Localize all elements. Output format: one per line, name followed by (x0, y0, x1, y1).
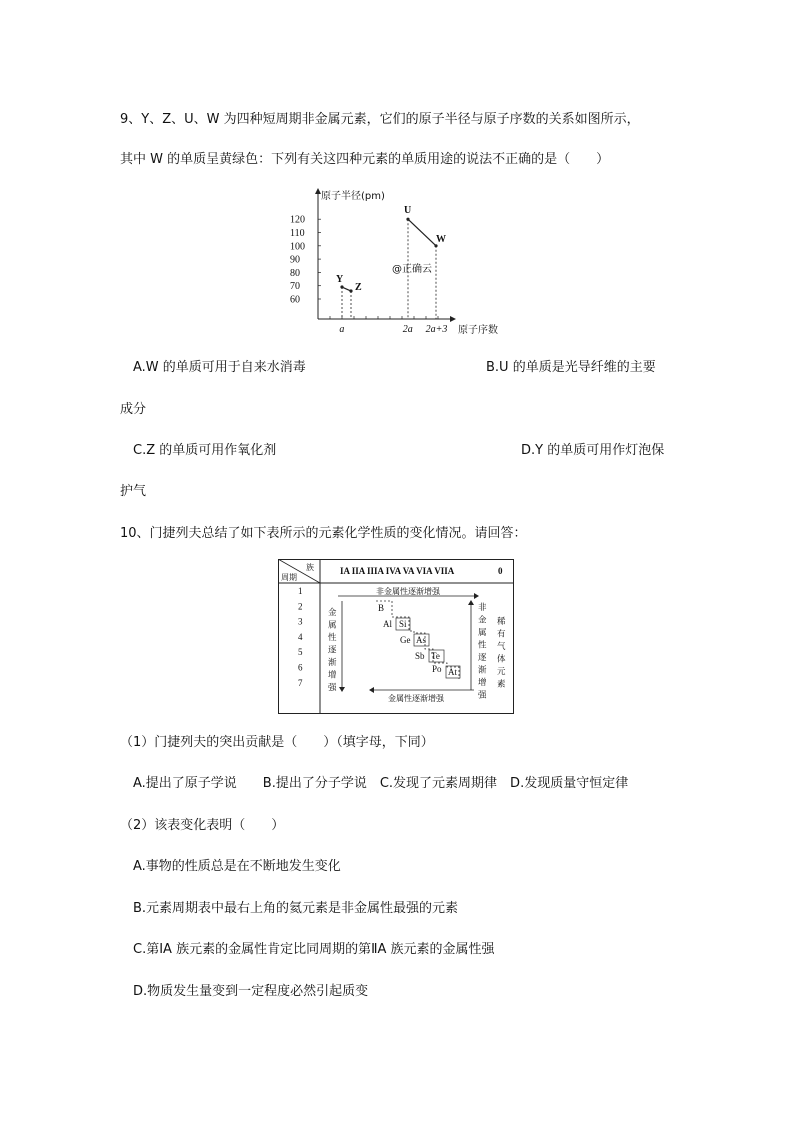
svg-text:稀: 稀 (497, 617, 506, 627)
bottom-arrow-label: 金属性逐渐增强 (388, 694, 444, 703)
svg-text:强: 强 (478, 690, 487, 701)
q9-stem-line1: 9、Y、Z、U、W 为四种短周期非金属元素，它们的原子半径与原子序数的关系如图所示， (120, 112, 640, 127)
svg-text:金: 金 (328, 608, 337, 618)
point-label: Z (355, 282, 362, 294)
chart-axes (290, 188, 498, 336)
period-label: 2 (298, 601, 303, 612)
q9-stem-line2: 其中 W 的单质呈黄绿色：下列有关这四种元素的单质用途的说法不正确的是（ ） (120, 152, 610, 167)
svg-text:素: 素 (497, 679, 506, 690)
y-tick-label: 120 (290, 214, 305, 226)
q10-part2-option-a: A.事物的性质总是在不断地发生变化 (133, 859, 341, 874)
period-label: 7 (298, 677, 303, 688)
corner-group-label: 族 (306, 563, 314, 572)
svg-text:体: 体 (497, 654, 506, 665)
element-symbol: Ge (400, 635, 411, 645)
q10-part2-option-c: C.第ⅠA 族元素的金属性肯定比同周期的第ⅡA 族元素的金属性强 (133, 942, 495, 957)
y-tick-label: 90 (290, 254, 300, 266)
chart-ylabel: 原子半径(pm) (321, 191, 385, 202)
watermark: @正确云 (392, 264, 432, 275)
q9-option-d: D.Y 的单质可用作灯泡保 (521, 443, 665, 458)
element-symbol: As (416, 635, 427, 645)
data-point (406, 218, 409, 221)
data-point (340, 285, 343, 288)
left-arrow-label (328, 607, 337, 693)
series-line (408, 219, 436, 246)
q10-stem: 10、门捷列夫总结了如下表所示的元素化学性质的变化情况。请回答： (120, 526, 527, 541)
point-label: Y (336, 274, 344, 286)
svg-text:强: 强 (328, 683, 337, 693)
radius-chart (290, 186, 520, 336)
element-symbol: Si (399, 619, 407, 629)
svg-text:增: 增 (328, 670, 337, 681)
x-tick-label: 2a+3 (425, 324, 448, 335)
top-arrow-label: 非金属性逐渐增强 (376, 587, 440, 596)
x-tick-label: 2a (402, 324, 413, 335)
chart-marks (336, 205, 446, 319)
q10-part1-options: A.提出了原子学说 B.提出了分子学说 C.发现了元素周期律 D.发现质量守恒定律 (133, 776, 629, 791)
period-label: 5 (298, 647, 303, 658)
q9-option-b: B.U 的单质是光导纤维的主要 (486, 360, 656, 375)
x-tick-label: a (339, 324, 345, 335)
group-zero: 0 (498, 566, 503, 576)
y-tick-label: 80 (290, 267, 300, 279)
q10-part2-option-b: B.元素周期表中最右上角的氦元素是非金属性最强的元素 (133, 901, 459, 916)
element-symbol: Te (431, 651, 440, 661)
svg-text:渐: 渐 (328, 658, 337, 668)
svg-text:性: 性 (478, 640, 487, 651)
svg-text:逐: 逐 (328, 645, 337, 656)
chart-xlabel: 原子序数 (458, 325, 498, 336)
q9-option-c: C.Z 的单质可用作氧化剂 (133, 443, 277, 458)
q10-part2-option-d: D.物质发生量变到一定程度必然引起质变 (133, 984, 369, 999)
period-label: 6 (298, 662, 303, 673)
q9-option-a: A.W 的单质可用于自来水消毒 (133, 360, 306, 375)
svg-text:金: 金 (478, 615, 487, 626)
period-label: 1 (298, 586, 303, 596)
svg-text:非: 非 (478, 603, 487, 613)
svg-text:属: 属 (478, 628, 487, 638)
element-symbol: Al (383, 619, 392, 629)
svg-text:增: 增 (478, 678, 487, 688)
point-label: U (404, 205, 412, 217)
svg-text:渐: 渐 (478, 665, 487, 676)
period-label: 3 (298, 616, 303, 627)
data-point (349, 289, 352, 292)
svg-text:逐: 逐 (478, 653, 487, 663)
svg-text:性: 性 (328, 633, 337, 643)
period-label: 4 (298, 631, 303, 642)
point-label: W (436, 233, 446, 245)
y-tick-label: 100 (290, 241, 305, 253)
element-symbol: B (378, 603, 385, 613)
q10-part2: （2）该表变化表明（ ） (120, 818, 285, 833)
y-tick-label: 70 (290, 281, 300, 293)
group-header: IA IIA IIIA IVA VA VIA VIIA (340, 566, 455, 576)
svg-text:元: 元 (497, 667, 506, 677)
y-tick-label: 110 (290, 228, 305, 239)
element-symbol: Sb (415, 651, 425, 661)
q9-option-b-continued: 成分 (120, 402, 147, 417)
element-symbol: Po (432, 664, 442, 674)
element-symbol: At (448, 667, 457, 677)
y-tick-label: 60 (290, 294, 300, 306)
svg-text:属: 属 (328, 620, 337, 631)
svg-text:有: 有 (497, 629, 506, 640)
periodic-property-table (278, 559, 514, 714)
q9-option-d-continued: 护气 (120, 484, 147, 499)
q10-part1: （1）门捷列夫的突出贡献是（ ）（填字母，下同） (120, 735, 434, 750)
svg-text:气: 气 (497, 642, 506, 652)
corner-period-label: 周期 (281, 573, 297, 582)
